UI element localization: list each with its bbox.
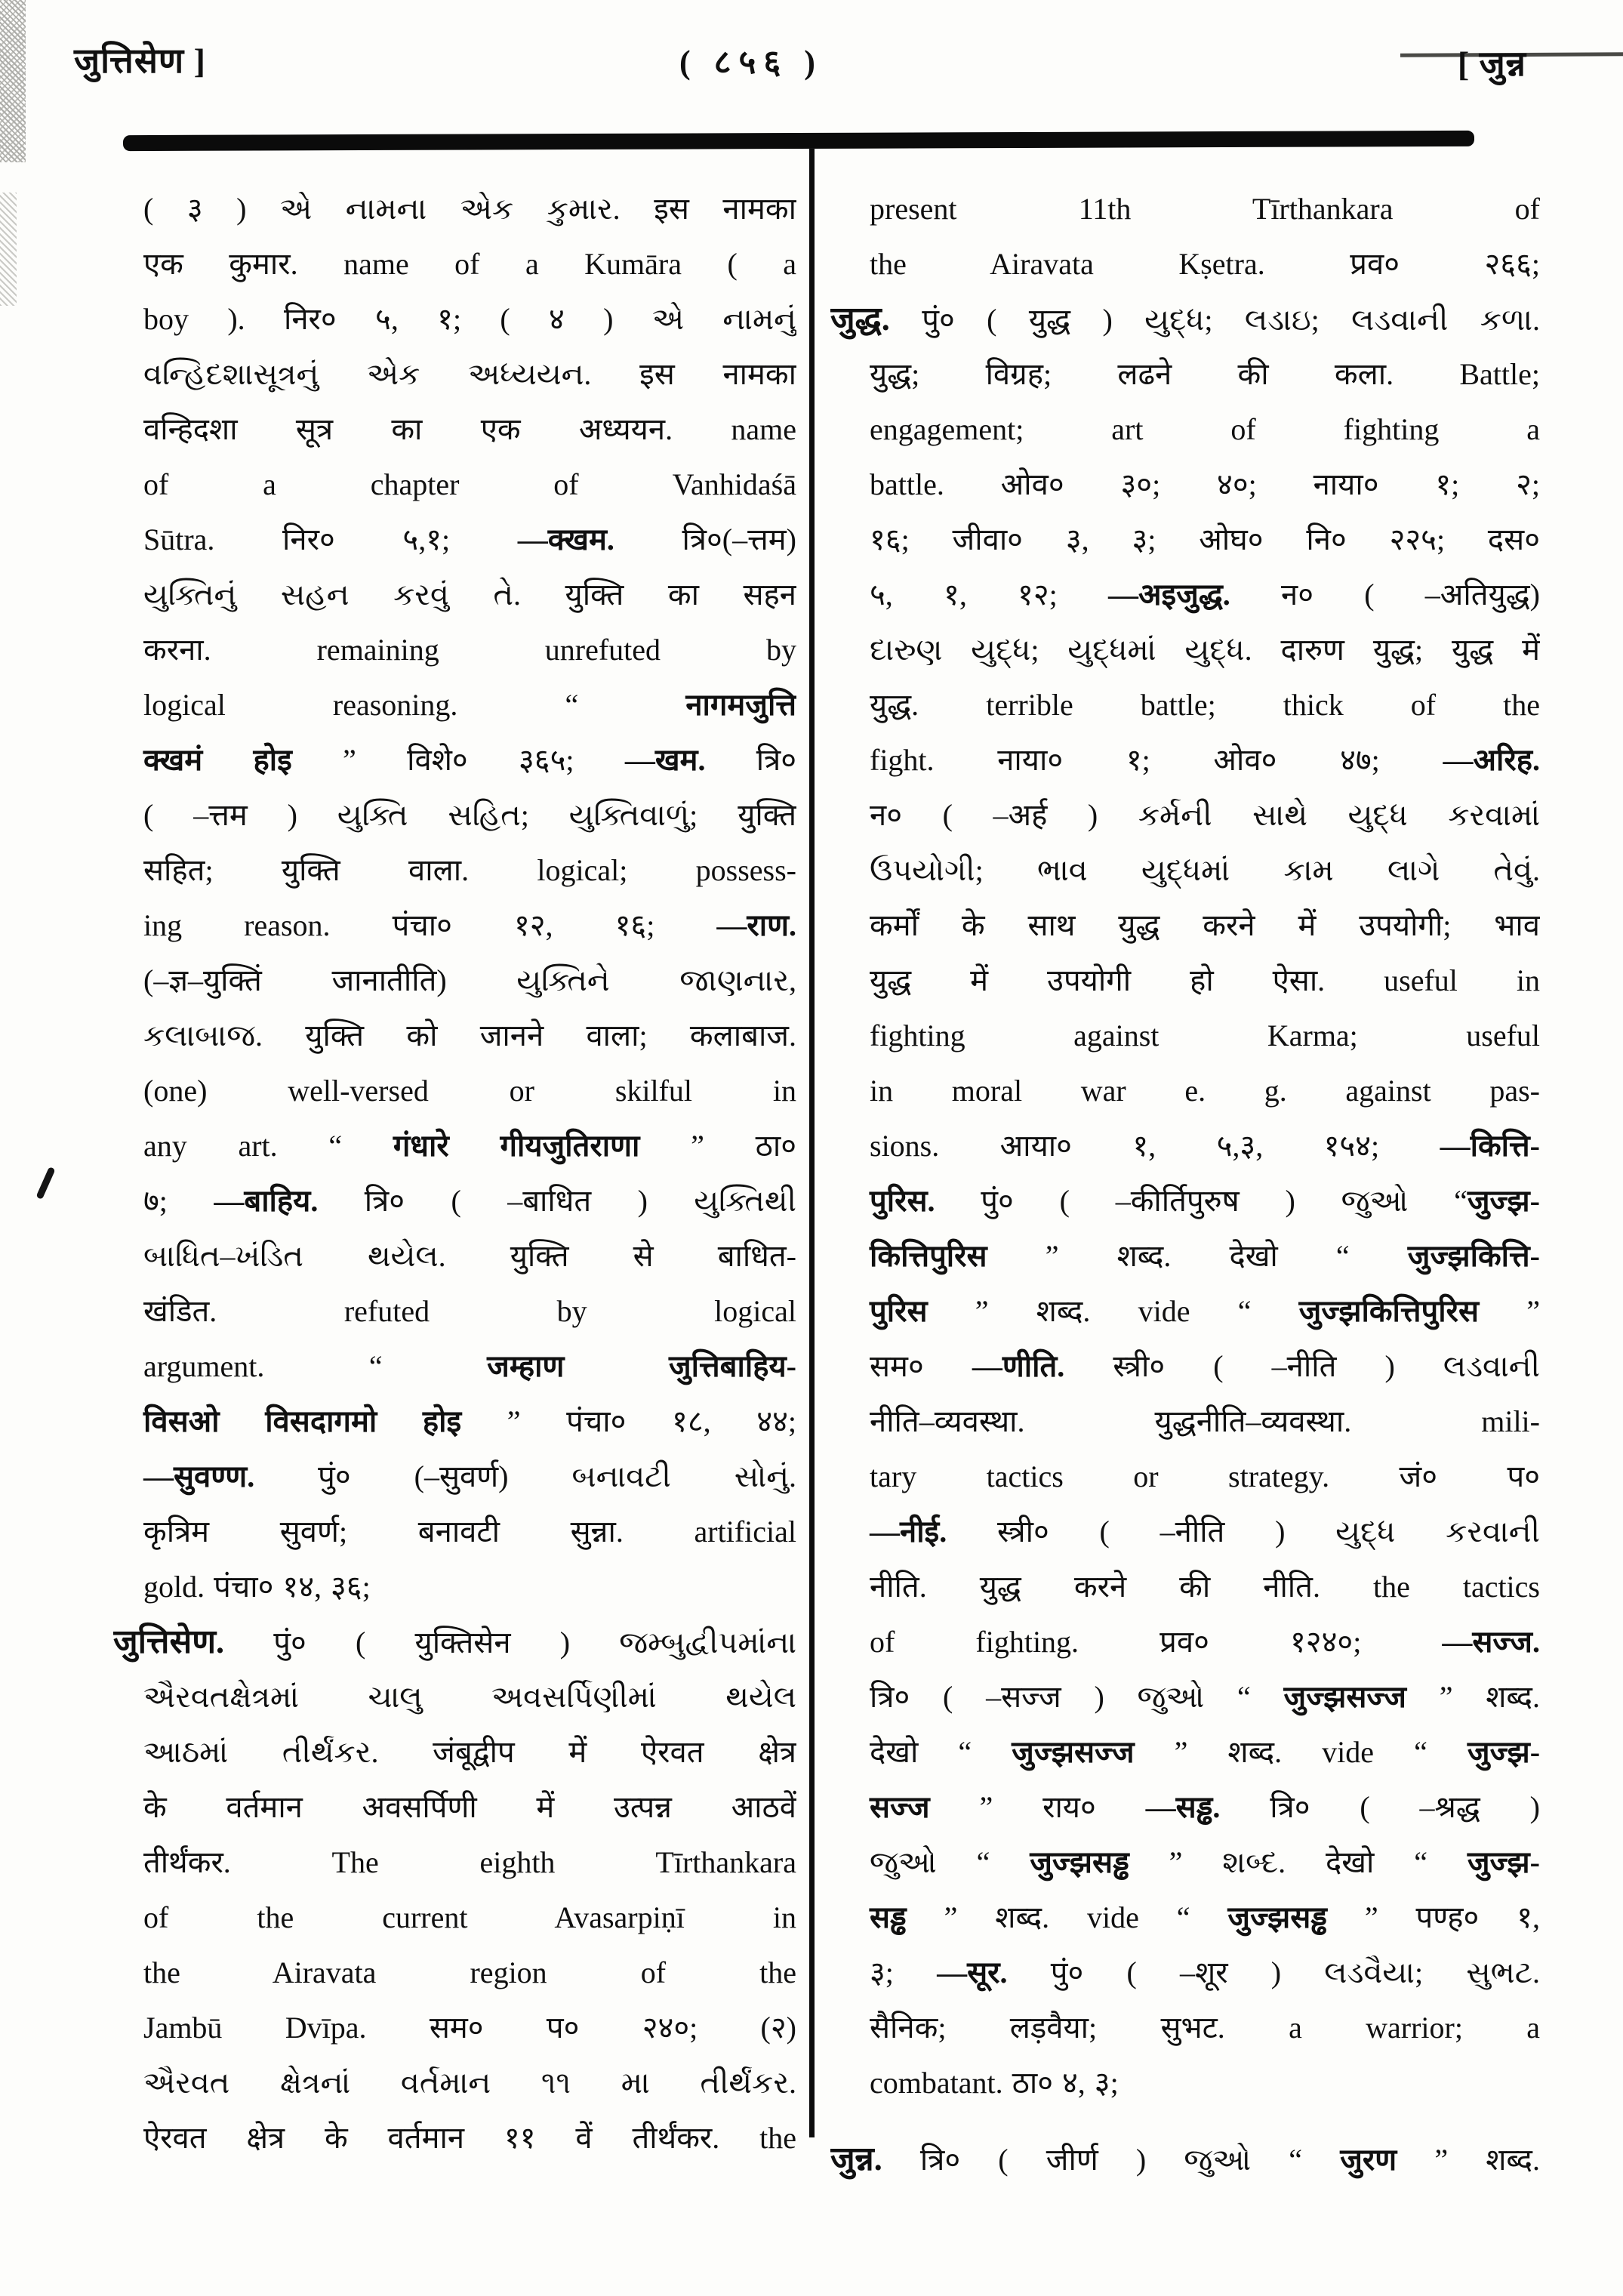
text-segment: ” शब्द. vide “ (906, 1900, 1228, 1934)
bold-segment: —सज्ज. (1442, 1625, 1540, 1659)
text-segment: Jambū Dvīpa. सम० प० २४०; (२) (143, 2011, 796, 2045)
bold-segment: —बाहिय. (214, 1184, 319, 1218)
scan-noise-left-edge (0, 193, 17, 306)
text-segment: ઉપયોગી; ભાવ યુદ્ધમાં કામ લાગે તેવું. (870, 853, 1540, 887)
running-head-right-word: [ जुन्न (1457, 45, 1526, 83)
bold-segment: सज्ज (870, 1790, 930, 1824)
text-segment: पुं० (–सुवर्ण) બનાવટી સોનું. (254, 1459, 796, 1493)
bold-segment: —क्खम. (517, 522, 614, 556)
bold-segment: जुज्झकित्तिपुरिस (1298, 1294, 1480, 1328)
scan-stray-mark (35, 1166, 55, 1200)
running-head (0, 0, 1623, 128)
text-segment: स्त्री० ( –नीति ) યુદ્ધ કરવાની (947, 1515, 1540, 1549)
text-line (830, 1614, 1540, 1669)
text-segment: पुं० ( युद्ध ) યુદ્ધ; લડાઇ; લડવાની કળા. (889, 303, 1540, 337)
bold-segment: जुज्झ- (1467, 1845, 1540, 1879)
text-segment: त्रि० ( –श्रद्ध ) (1220, 1790, 1540, 1824)
text-segment: of a chapter of Vanhidaśā (143, 467, 796, 501)
text-segment: present 11th Tīrthankara of (870, 192, 1540, 226)
text-line (830, 457, 1540, 512)
bold-segment: क्खमं होइ (143, 743, 292, 777)
text-segment: ऐरवत क्षेत्र के वर्तमान ११ वें तीर्थंकर. the (143, 2121, 796, 2155)
text-line (113, 1449, 796, 1504)
bold-segment: —कित्ति- (1440, 1129, 1540, 1163)
bold-segment: नागमजुत्ति (685, 688, 796, 722)
text-line (830, 347, 1540, 402)
dictionary-columns (113, 181, 1540, 2187)
text-line (113, 1945, 796, 2000)
bold-segment: जुज्झ- (1467, 1735, 1540, 1769)
text-segment: argument. “ (143, 1349, 488, 1383)
text-line (830, 1173, 1540, 1228)
text-segment: स्त्री० ( –नीति ) લડવાની (1064, 1349, 1540, 1383)
text-segment: ing reason. पंचा० १२, १६; (143, 908, 717, 942)
text-segment: १६; जीवा० ३, ३; ओघ० नि० २२५; दस० (870, 522, 1540, 556)
text-segment: देखो “ (870, 1735, 1012, 1769)
bold-segment: जुरण (1340, 2143, 1397, 2177)
text-segment: ” विशे० ३६५; (291, 743, 625, 777)
text-line (830, 1669, 1540, 1724)
text-line (113, 2000, 796, 2055)
text-segment: युद्ध; विग्रह; लढने की कला. Battle; (870, 357, 1540, 391)
bold-segment: —सूर. (937, 1955, 1008, 1989)
text-line (113, 1890, 796, 1945)
text-line (113, 181, 796, 236)
text-line (830, 1890, 1540, 1945)
text-segment: ” शब्द. vide “ (1134, 1735, 1467, 1769)
text-line (830, 1559, 1540, 1614)
text-line (830, 1394, 1540, 1449)
text-line (113, 347, 796, 402)
text-line (830, 843, 1540, 898)
text-segment: सम० (870, 1349, 972, 1383)
text-line (830, 953, 1540, 1008)
text-line (830, 1945, 1540, 2000)
text-segment: वन्हिदशा सूत्र का एक अध्ययन. name (143, 412, 796, 446)
text-segment: त्रि० ( –बाधित ) યુક્તિથી (318, 1184, 796, 1218)
text-line (113, 732, 796, 787)
text-line (830, 1504, 1540, 1559)
text-segment: पुं० ( युक्तिसेन ) જમ્બુદ્વીપમાંના (224, 1626, 796, 1660)
text-segment: the Airavata Kṣetra. प्रव० २६६; (870, 247, 1540, 281)
bold-segment: —अइजुद्ध. (1107, 578, 1230, 612)
text-segment: sions. आया० १, ५,३, १५४; (870, 1129, 1440, 1163)
text-segment: any art. “ (143, 1129, 393, 1163)
bold-segment: पुरिस (870, 1294, 928, 1328)
text-line (830, 787, 1540, 843)
text-line (830, 677, 1540, 732)
header-rule (123, 131, 1474, 151)
text-line (113, 953, 796, 1008)
text-segment: कर्मों के साथ युद्ध करने में उपयोगी; भाव (870, 908, 1540, 942)
text-line (830, 2055, 1540, 2110)
text-segment: (one) well-versed or skilful in (143, 1074, 796, 1108)
bold-segment: जुज्झकित्ति- (1407, 1239, 1540, 1273)
text-segment: सैनिक; लड़वैया; सुभट. a warrior; a (870, 2011, 1540, 2045)
text-segment: ” शब्द. vide “ (927, 1294, 1299, 1328)
bold-segment: पुरिस. (870, 1184, 935, 1218)
right-column (830, 181, 1540, 2187)
bold-segment: गंधारे गीयजुतिराणा (393, 1129, 640, 1163)
text-line (830, 1724, 1540, 1780)
text-line (113, 567, 796, 622)
text-line (113, 1835, 796, 1890)
text-segment: logical reasoning. “ (143, 688, 686, 722)
bold-segment: जुज्झ- (1467, 1184, 1540, 1218)
text-segment: सहित; युक्ति वाला. logical; possess- (143, 853, 796, 887)
text-line (113, 677, 796, 732)
text-segment: युद्ध में उपयोगी हो ऐसा. useful in (870, 963, 1540, 997)
text-segment: fight. नाया० १; ओव० ४७; (870, 743, 1443, 777)
text-segment: combatant. ठा० ४, ३; (870, 2066, 1119, 2100)
text-segment: the Airavata region of the (143, 1955, 796, 1989)
text-line (830, 732, 1540, 787)
text-segment: करना. remaining unrefuted by (143, 633, 796, 667)
text-line (113, 1339, 796, 1394)
text-line (113, 402, 796, 457)
text-segment: tary tactics or strategy. जं० प० (870, 1459, 1540, 1493)
text-segment: नीति–व्यवस्था. युद्धनीति–व्यवस्था. mili- (870, 1404, 1540, 1438)
text-segment: के वर्तमान अवसर्पिणी में उत्पन्न आठवें (143, 1790, 796, 1824)
text-line (830, 898, 1540, 953)
text-line (113, 1118, 796, 1173)
text-line (113, 2110, 796, 2165)
text-line (113, 1394, 796, 1449)
text-segment: नीति. युद्ध करने की नीति. the tactics (870, 1570, 1540, 1604)
text-segment: त्रि० ( जीर्ण ) જુઓ “ (882, 2143, 1341, 2177)
text-line (830, 2000, 1540, 2055)
text-segment: ३; (870, 1955, 938, 1989)
text-line (830, 1118, 1540, 1173)
text-line (113, 1008, 796, 1063)
text-segment: ” શબ્દ. देखो “ (1129, 1845, 1467, 1879)
text-line (113, 1228, 796, 1284)
bold-segment: जुत्तिसेण. (113, 1623, 225, 1660)
text-segment: त्रि० (705, 743, 796, 777)
text-segment: ” शब्द. (1406, 1680, 1540, 1714)
bold-segment: —णीति. (972, 1349, 1065, 1383)
text-segment: engagement; art of fighting a (870, 412, 1540, 446)
text-line (113, 843, 796, 898)
text-segment: पुं० ( –शूर ) લડવૈયા; સુભટ. (1007, 1955, 1540, 1989)
text-segment: ( ३ ) એ નામના એક કુમાર. इस नामका (143, 192, 796, 226)
text-line (113, 622, 796, 677)
text-line (830, 1063, 1540, 1118)
bold-segment: विसओ विसदागमो होइ (143, 1404, 462, 1438)
text-segment: पुं० ( –कीर्तिपुरुष ) જુઓ “ (935, 1184, 1467, 1218)
text-segment: ” शब्द. देखो “ (987, 1239, 1408, 1273)
text-line (113, 1780, 796, 1835)
text-segment: ઐરવતક્ષેત્રમાં ચાલુ અવસર્પિણીમાં થયેલ (143, 1680, 796, 1714)
text-segment: त्रि०(–त्तम) (614, 522, 796, 556)
bold-segment: जुद्ध. (830, 300, 890, 337)
text-segment: જુઓ “ (870, 1845, 1030, 1879)
bold-segment: —राण. (716, 908, 796, 942)
text-line (830, 1284, 1540, 1339)
text-line (113, 898, 796, 953)
bold-segment: जुन्न. (830, 2140, 882, 2177)
text-segment: fighting against Karma; useful (870, 1019, 1540, 1052)
text-line (113, 236, 796, 291)
text-segment: ” शब्द. (1397, 2143, 1540, 2177)
text-segment: कृत्रिम सुवर्ण; बनावटी सुन्ना. artificial (143, 1515, 796, 1549)
running-head-left-word: जुत्तिसेण ] (74, 42, 207, 80)
text-segment: યુક્તિનું સહન કરવું તે. युक्ति का सहन (143, 578, 796, 612)
bold-segment: जम्हाण जुत्तिबाहिय- (487, 1349, 796, 1383)
text-line (830, 236, 1540, 291)
text-line (113, 512, 796, 567)
text-line (113, 787, 796, 843)
text-segment: ( –त्तम ) યુક્તિ સહિત; યુક્તિવાળું; युक्ति (143, 798, 796, 832)
text-line (113, 291, 796, 347)
text-line (830, 1835, 1540, 1890)
text-segment: આઠમાં તીર્થંકર. जंबूद्वीप में ऐरवत क्षेत्र (143, 1735, 796, 1769)
left-column (113, 181, 796, 2187)
text-line (113, 2055, 796, 2110)
text-line (830, 1780, 1540, 1835)
bold-segment: कित्तिपुरिस (870, 1239, 987, 1273)
text-segment: in moral war e. g. against pas- (870, 1074, 1540, 1108)
text-line (830, 512, 1540, 567)
text-segment: न० ( –अर्ह ) કર્મની સાથે યુદ્ધ કરવામાં (870, 798, 1540, 832)
text-line (830, 1339, 1540, 1394)
text-line (113, 1724, 796, 1780)
bold-segment: —सुवण्ण. (143, 1459, 255, 1493)
text-segment: દારુણ યુદ્ધ; યુદ્ધમાં યુદ્ધ. दारुण युद्ध; युद्ध में (870, 633, 1540, 667)
text-line (830, 181, 1540, 236)
entry-line (830, 291, 1540, 347)
bold-segment: जुज्झसड्ढ (1227, 1900, 1327, 1934)
text-line (113, 1669, 796, 1724)
text-line (830, 567, 1540, 622)
text-line (830, 622, 1540, 677)
text-segment: of the current Avasarpiṇī in (143, 1900, 796, 1934)
text-segment: न० ( –अतियुद्ध) (1230, 578, 1540, 612)
page-number: ( ८५६ ) (679, 44, 823, 81)
text-segment: ५, १, १२; (870, 578, 1108, 612)
text-line (830, 1449, 1540, 1504)
text-segment: (–ज्ञ–युक्तिं जानातीति) યુક્તિને જાણનાર, (143, 963, 796, 997)
text-segment: gold. पंचा० १४, ३६; (143, 1570, 371, 1604)
text-line (113, 457, 796, 512)
text-line (830, 1008, 1540, 1063)
bold-segment: —खम. (624, 743, 706, 777)
bold-segment: —सड्ढ. (1145, 1790, 1221, 1824)
text-line (830, 402, 1540, 457)
text-segment: બાધિત–ખંડિત થયેલ. युक्ति से बाधित- (143, 1239, 796, 1273)
text-line (113, 1284, 796, 1339)
text-segment: ” ठा० (639, 1129, 796, 1163)
text-segment: ” (1479, 1294, 1540, 1328)
text-segment: एक कुमार. name of a Kumāra ( a (143, 247, 796, 281)
text-segment: ” पण्ह० १, (1326, 1900, 1540, 1934)
text-segment: Sūtra. निर० ५,१; (143, 522, 518, 556)
text-segment: of fighting. प्रव० १२४०; (870, 1625, 1443, 1659)
bold-segment: सड्ढ (870, 1900, 907, 1934)
bold-segment: जुज्झसज्ज (1012, 1735, 1135, 1769)
text-segment: વન્હિદશાસૂત્રનું એક અધ્યયન. इस नामका (143, 357, 796, 391)
text-line (113, 1063, 796, 1118)
text-segment: ઐરવત ક્ષેત્રનાં વર્તમાન ૧૧ મા તીર્થંકર. (143, 2066, 796, 2100)
text-line (113, 1559, 796, 1614)
bold-segment: —अरिह. (1443, 743, 1540, 777)
bold-segment: —नीई. (870, 1515, 947, 1549)
bold-segment: जुज्झसज्ज (1283, 1680, 1406, 1714)
text-segment: કલાબાજ. युक्ति को जानने वाला; कलाबाज. (143, 1019, 796, 1052)
text-segment: boy ). निर० ५, १; ( ४ ) એ નામનું (143, 302, 796, 336)
text-line (113, 1173, 796, 1228)
text-line (113, 1504, 796, 1559)
text-segment: युद्ध. terrible battle; thick of the (870, 688, 1540, 722)
text-segment: ७; (143, 1184, 214, 1218)
text-line (830, 1228, 1540, 1284)
text-segment: त्रि० ( –सज्ज ) જુઓ “ (870, 1680, 1284, 1714)
entry-line (830, 2131, 1540, 2187)
text-segment: battle. ओव० ३०; ४०; नाया० १; २; (870, 467, 1540, 501)
text-segment: ” राय० (929, 1790, 1146, 1824)
bold-segment: जुज्झसड्ढ (1030, 1845, 1129, 1879)
text-segment: ” पंचा० १८, ४४; (461, 1404, 796, 1438)
text-segment: खंडित. refuted by logical (143, 1294, 796, 1328)
text-segment: तीर्थंकर. The eighth Tīrthankara (143, 1845, 796, 1879)
entry-line (113, 1614, 796, 1669)
